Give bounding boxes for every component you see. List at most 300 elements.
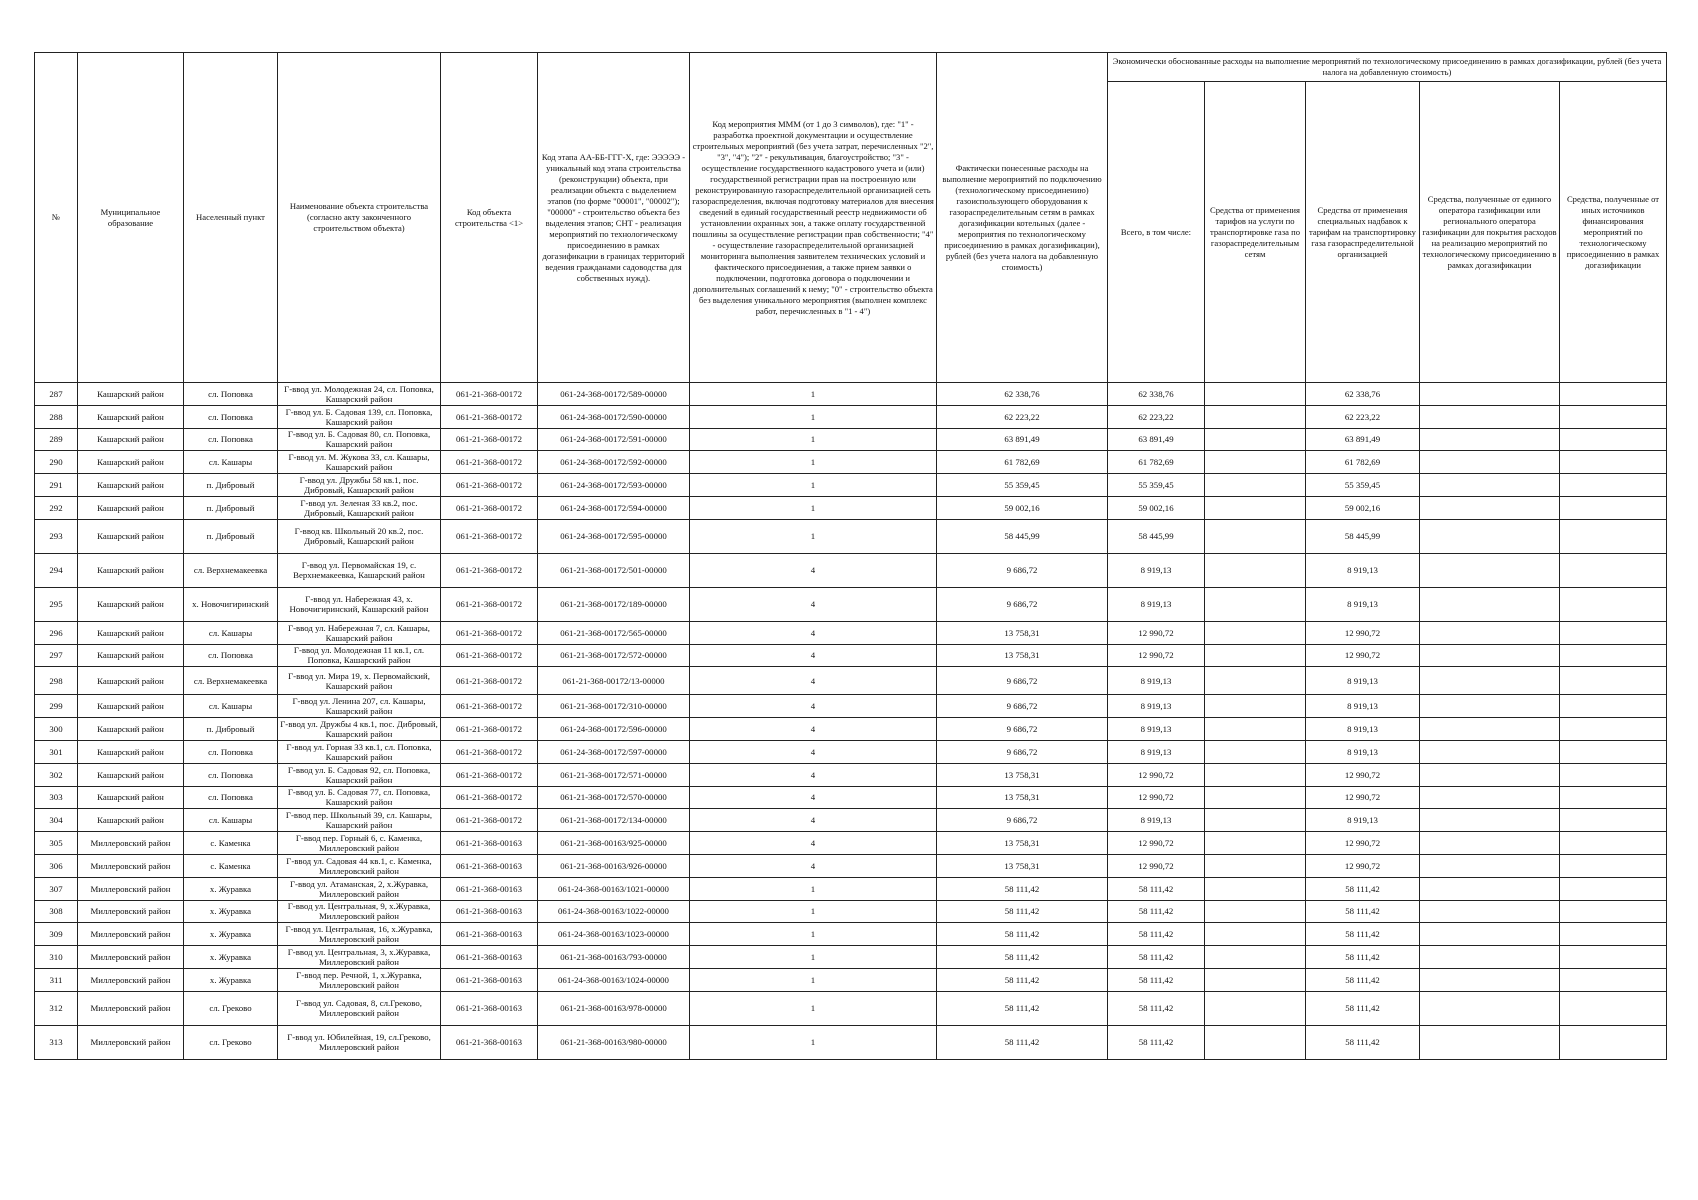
cell-tariff-services bbox=[1205, 519, 1306, 553]
cell-special-markups: 12 990,72 bbox=[1306, 644, 1420, 667]
cell-object-code: 061-21-368-00172 bbox=[441, 428, 538, 451]
cell-single-operator bbox=[1420, 496, 1560, 519]
table-row bbox=[35, 854, 1667, 877]
cell-object-name: Г-ввод ул. Набережная 43, х. Новочигиринский, Кашарский район bbox=[278, 587, 441, 621]
header-object-name: Наименование объекта строительства (согласно акту законченного строительством объекта) bbox=[278, 53, 441, 383]
cell-other-sources bbox=[1560, 553, 1667, 587]
cell-municipality: Кашарский район bbox=[78, 587, 184, 621]
cell-other-sources bbox=[1560, 587, 1667, 621]
table-row bbox=[35, 809, 1667, 832]
cell-object-name: Г-ввод ул. Горная 33 кв.1, сл. Поповка, Кашарский район bbox=[278, 740, 441, 763]
cell-single-operator bbox=[1420, 621, 1560, 644]
cell-stage-code: 061-24-368-00172/594-00000 bbox=[538, 496, 690, 519]
cell-municipality: Кашарский район bbox=[78, 809, 184, 832]
cell-settlement: п. Дибровый bbox=[184, 519, 278, 553]
cell-measure-code: 4 bbox=[690, 832, 937, 855]
cell-measure-code: 1 bbox=[690, 496, 937, 519]
cell-municipality: Кашарский район bbox=[78, 667, 184, 695]
cell-object-code: 061-21-368-00172 bbox=[441, 667, 538, 695]
cell-num: 298 bbox=[35, 667, 78, 695]
cell-object-name: Г-ввод ул. Атаманская, 2, х.Журавка, Миллеровский район bbox=[278, 877, 441, 900]
cell-municipality: Кашарский район bbox=[78, 519, 184, 553]
cell-single-operator bbox=[1420, 1025, 1560, 1059]
cell-object-code: 061-21-368-00172 bbox=[441, 621, 538, 644]
cell-stage-code: 061-21-368-00172/572-00000 bbox=[538, 644, 690, 667]
cell-measure-code: 1 bbox=[690, 877, 937, 900]
cell-total: 12 990,72 bbox=[1108, 854, 1205, 877]
cell-num: 294 bbox=[35, 553, 78, 587]
cell-special-markups: 8 919,13 bbox=[1306, 740, 1420, 763]
cell-object-name: Г-ввод ул. Б. Садовая 139, сл. Поповка, Кашарский район bbox=[278, 405, 441, 428]
cell-measure-code: 4 bbox=[690, 553, 937, 587]
cell-object-code: 061-21-368-00172 bbox=[441, 740, 538, 763]
cell-municipality: Миллеровский район bbox=[78, 923, 184, 946]
cell-stage-code: 061-21-368-00172/501-00000 bbox=[538, 553, 690, 587]
cell-actual-costs: 58 111,42 bbox=[937, 1025, 1108, 1059]
cell-actual-costs: 13 758,31 bbox=[937, 786, 1108, 809]
cell-object-name: Г-ввод кв. Школьный 20 кв.2, пос. Дибровый, Кашарский район bbox=[278, 519, 441, 553]
cell-actual-costs: 59 002,16 bbox=[937, 496, 1108, 519]
cell-other-sources bbox=[1560, 519, 1667, 553]
cell-single-operator bbox=[1420, 474, 1560, 497]
cell-other-sources bbox=[1560, 474, 1667, 497]
cell-municipality: Кашарский район bbox=[78, 644, 184, 667]
cell-object-name: Г-ввод ул. Дружбы 58 кв.1, пос. Дибровый, Кашарский район bbox=[278, 474, 441, 497]
cell-total: 58 111,42 bbox=[1108, 991, 1205, 1025]
cell-single-operator bbox=[1420, 451, 1560, 474]
cell-measure-code: 4 bbox=[690, 667, 937, 695]
cell-settlement: х. Журавка bbox=[184, 968, 278, 991]
cell-municipality: Кашарский район bbox=[78, 451, 184, 474]
cell-actual-costs: 58 111,42 bbox=[937, 900, 1108, 923]
cell-object-name: Г-ввод ул. Садовая 44 кв.1, с. Каменка, Миллеровский район bbox=[278, 854, 441, 877]
table-row bbox=[35, 519, 1667, 553]
cell-object-code: 061-21-368-00172 bbox=[441, 763, 538, 786]
cell-single-operator bbox=[1420, 695, 1560, 718]
cell-settlement: сл. Верхнемакеевка bbox=[184, 553, 278, 587]
cell-settlement: сл. Поповка bbox=[184, 428, 278, 451]
cell-tariff-services bbox=[1205, 451, 1306, 474]
cell-actual-costs: 61 782,69 bbox=[937, 451, 1108, 474]
cell-tariff-services bbox=[1205, 946, 1306, 969]
cell-total: 58 111,42 bbox=[1108, 923, 1205, 946]
cell-measure-code: 1 bbox=[690, 451, 937, 474]
cell-actual-costs: 9 686,72 bbox=[937, 695, 1108, 718]
cell-single-operator bbox=[1420, 519, 1560, 553]
cell-tariff-services bbox=[1205, 923, 1306, 946]
cell-measure-code: 1 bbox=[690, 968, 937, 991]
cell-measure-code: 4 bbox=[690, 621, 937, 644]
table-row bbox=[35, 644, 1667, 667]
cell-single-operator bbox=[1420, 587, 1560, 621]
cell-single-operator bbox=[1420, 991, 1560, 1025]
cell-stage-code: 061-24-368-00172/593-00000 bbox=[538, 474, 690, 497]
cell-actual-costs: 62 338,76 bbox=[937, 383, 1108, 406]
cell-measure-code: 4 bbox=[690, 740, 937, 763]
cell-stage-code: 061-21-368-00172/134-00000 bbox=[538, 809, 690, 832]
cell-municipality: Миллеровский район bbox=[78, 832, 184, 855]
cell-tariff-services bbox=[1205, 991, 1306, 1025]
cell-tariff-services bbox=[1205, 718, 1306, 741]
cell-total: 12 990,72 bbox=[1108, 621, 1205, 644]
cell-total: 8 919,13 bbox=[1108, 695, 1205, 718]
cell-settlement: п. Дибровый bbox=[184, 718, 278, 741]
cell-total: 58 111,42 bbox=[1108, 877, 1205, 900]
cell-object-code: 061-21-368-00172 bbox=[441, 553, 538, 587]
cell-settlement: п. Дибровый bbox=[184, 474, 278, 497]
cell-stage-code: 061-21-368-00163/925-00000 bbox=[538, 832, 690, 855]
cell-other-sources bbox=[1560, 854, 1667, 877]
cell-object-code: 061-21-368-00172 bbox=[441, 718, 538, 741]
cell-object-name: Г-ввод ул. М. Жукова 33, сл. Кашары, Кашарский район bbox=[278, 451, 441, 474]
cell-stage-code: 061-21-368-00172/310-00000 bbox=[538, 695, 690, 718]
cell-other-sources bbox=[1560, 496, 1667, 519]
cell-special-markups: 12 990,72 bbox=[1306, 786, 1420, 809]
cell-object-code: 061-21-368-00163 bbox=[441, 991, 538, 1025]
cell-measure-code: 4 bbox=[690, 718, 937, 741]
cell-special-markups: 58 111,42 bbox=[1306, 946, 1420, 969]
header-actual-costs: Фактически понесенные расходы на выполнение мероприятий по подключению (технологическому присоединению) газоиспользующего оборудования к газораспределительным сетям в рамках догазификации котельных (далее - мероприятия по технологическому присоединению в рамках догазификации), рублей (без учета налога на добавленную стоимость) bbox=[937, 53, 1108, 383]
cell-actual-costs: 13 758,31 bbox=[937, 763, 1108, 786]
cell-actual-costs: 62 223,22 bbox=[937, 405, 1108, 428]
header-group-economic-costs: Экономически обоснованные расходы на выполнение мероприятий по технологическому присоединению в рамках догазификации, рублей (без учета налога на добавленную стоимость) bbox=[1108, 53, 1667, 82]
cell-other-sources bbox=[1560, 877, 1667, 900]
header-total: Всего, в том числе: bbox=[1108, 82, 1205, 383]
cell-settlement: сл. Греково bbox=[184, 991, 278, 1025]
table-row bbox=[35, 451, 1667, 474]
header-tariff-services: Средства от применения тарифов на услуги по транспортировке газа по газораспределительным сетям bbox=[1205, 82, 1306, 383]
cell-tariff-services bbox=[1205, 809, 1306, 832]
cell-object-name: Г-ввод ул. Б. Садовая 92, сл. Поповка, Кашарский район bbox=[278, 763, 441, 786]
cell-municipality: Миллеровский район bbox=[78, 1025, 184, 1059]
cell-total: 58 111,42 bbox=[1108, 946, 1205, 969]
cell-single-operator bbox=[1420, 405, 1560, 428]
cell-other-sources bbox=[1560, 809, 1667, 832]
cell-other-sources bbox=[1560, 718, 1667, 741]
cell-settlement: сл. Поповка bbox=[184, 405, 278, 428]
cell-object-code: 061-21-368-00172 bbox=[441, 695, 538, 718]
table-row bbox=[35, 1025, 1667, 1059]
cell-stage-code: 061-21-368-00163/926-00000 bbox=[538, 854, 690, 877]
cell-num: 287 bbox=[35, 383, 78, 406]
cell-settlement: х. Журавка bbox=[184, 946, 278, 969]
cell-stage-code: 061-24-368-00163/1023-00000 bbox=[538, 923, 690, 946]
cell-stage-code: 061-21-368-00172/13-00000 bbox=[538, 667, 690, 695]
cell-measure-code: 1 bbox=[690, 946, 937, 969]
cell-object-code: 061-21-368-00172 bbox=[441, 451, 538, 474]
cell-actual-costs: 55 359,45 bbox=[937, 474, 1108, 497]
cell-special-markups: 8 919,13 bbox=[1306, 695, 1420, 718]
cell-municipality: Кашарский район bbox=[78, 428, 184, 451]
cell-num: 311 bbox=[35, 968, 78, 991]
table-row bbox=[35, 946, 1667, 969]
cell-measure-code: 1 bbox=[690, 900, 937, 923]
cell-actual-costs: 9 686,72 bbox=[937, 667, 1108, 695]
cell-other-sources bbox=[1560, 786, 1667, 809]
cell-actual-costs: 13 758,31 bbox=[937, 854, 1108, 877]
cell-municipality: Кашарский район bbox=[78, 763, 184, 786]
cell-stage-code: 061-24-368-00163/1021-00000 bbox=[538, 877, 690, 900]
cell-actual-costs: 58 445,99 bbox=[937, 519, 1108, 553]
cell-municipality: Кашарский район bbox=[78, 718, 184, 741]
cell-tariff-services bbox=[1205, 763, 1306, 786]
cell-object-name: Г-ввод ул. Юбилейная, 19, сл.Греково, Миллеровский район bbox=[278, 1025, 441, 1059]
cell-single-operator bbox=[1420, 900, 1560, 923]
cell-object-name: Г-ввод ул. Центральная, 16, х.Журавка, Миллеровский район bbox=[278, 923, 441, 946]
cell-num: 304 bbox=[35, 809, 78, 832]
cell-actual-costs: 58 111,42 bbox=[937, 923, 1108, 946]
cell-num: 302 bbox=[35, 763, 78, 786]
cell-actual-costs: 9 686,72 bbox=[937, 740, 1108, 763]
cell-stage-code: 061-24-368-00172/591-00000 bbox=[538, 428, 690, 451]
cell-single-operator bbox=[1420, 383, 1560, 406]
header-num: № bbox=[35, 53, 78, 383]
table-row bbox=[35, 695, 1667, 718]
cell-tariff-services bbox=[1205, 877, 1306, 900]
cell-object-code: 061-21-368-00163 bbox=[441, 1025, 538, 1059]
cell-single-operator bbox=[1420, 786, 1560, 809]
cell-special-markups: 12 990,72 bbox=[1306, 763, 1420, 786]
cell-other-sources bbox=[1560, 740, 1667, 763]
cell-tariff-services bbox=[1205, 1025, 1306, 1059]
cell-actual-costs: 63 891,49 bbox=[937, 428, 1108, 451]
cell-num: 289 bbox=[35, 428, 78, 451]
cell-actual-costs: 58 111,42 bbox=[937, 968, 1108, 991]
cell-municipality: Миллеровский район bbox=[78, 900, 184, 923]
cell-num: 305 bbox=[35, 832, 78, 855]
cell-object-name: Г-ввод пер. Школьный 39, сл. Кашары, Кашарский район bbox=[278, 809, 441, 832]
cell-num: 299 bbox=[35, 695, 78, 718]
cell-municipality: Кашарский район bbox=[78, 496, 184, 519]
cell-object-name: Г-ввод пер. Горный 6, с. Каменка, Миллеровский район bbox=[278, 832, 441, 855]
cell-other-sources bbox=[1560, 621, 1667, 644]
cell-object-name: Г-ввод ул. Дружбы 4 кв.1, пос. Дибровый, Кашарский район bbox=[278, 718, 441, 741]
cell-total: 8 919,13 bbox=[1108, 587, 1205, 621]
cell-object-code: 061-21-368-00163 bbox=[441, 946, 538, 969]
cell-object-code: 061-21-368-00172 bbox=[441, 496, 538, 519]
cell-stage-code: 061-21-368-00163/793-00000 bbox=[538, 946, 690, 969]
cell-settlement: сл. Кашары bbox=[184, 809, 278, 832]
cell-settlement: сл. Греково bbox=[184, 1025, 278, 1059]
cell-total: 61 782,69 bbox=[1108, 451, 1205, 474]
cell-stage-code: 061-24-368-00172/596-00000 bbox=[538, 718, 690, 741]
cell-object-code: 061-21-368-00172 bbox=[441, 809, 538, 832]
table-row bbox=[35, 763, 1667, 786]
cell-special-markups: 58 111,42 bbox=[1306, 968, 1420, 991]
cell-actual-costs: 13 758,31 bbox=[937, 644, 1108, 667]
cell-object-name: Г-ввод ул. Молодежная 24, сл. Поповка, Кашарский район bbox=[278, 383, 441, 406]
cell-total: 12 990,72 bbox=[1108, 644, 1205, 667]
cell-tariff-services bbox=[1205, 553, 1306, 587]
cell-tariff-services bbox=[1205, 667, 1306, 695]
cell-total: 62 338,76 bbox=[1108, 383, 1205, 406]
cell-special-markups: 8 919,13 bbox=[1306, 809, 1420, 832]
cell-other-sources bbox=[1560, 900, 1667, 923]
cell-num: 292 bbox=[35, 496, 78, 519]
cell-settlement: сл. Поповка bbox=[184, 644, 278, 667]
cell-actual-costs: 9 686,72 bbox=[937, 587, 1108, 621]
cell-settlement: х. Журавка bbox=[184, 923, 278, 946]
cell-tariff-services bbox=[1205, 405, 1306, 428]
cell-actual-costs: 58 111,42 bbox=[937, 877, 1108, 900]
cell-num: 310 bbox=[35, 946, 78, 969]
cell-stage-code: 061-21-368-00172/570-00000 bbox=[538, 786, 690, 809]
cell-measure-code: 4 bbox=[690, 587, 937, 621]
cell-tariff-services bbox=[1205, 832, 1306, 855]
table-row bbox=[35, 740, 1667, 763]
cell-municipality: Кашарский район bbox=[78, 405, 184, 428]
cell-num: 308 bbox=[35, 900, 78, 923]
cell-object-code: 061-21-368-00172 bbox=[441, 786, 538, 809]
cell-object-name: Г-ввод ул. Набережная 7, сл. Кашары, Кашарский район bbox=[278, 621, 441, 644]
cell-tariff-services bbox=[1205, 854, 1306, 877]
cell-stage-code: 061-21-368-00172/189-00000 bbox=[538, 587, 690, 621]
cell-stage-code: 061-21-368-00163/980-00000 bbox=[538, 1025, 690, 1059]
header-municipality: Муниципальное образование bbox=[78, 53, 184, 383]
cell-special-markups: 58 111,42 bbox=[1306, 900, 1420, 923]
cell-object-name: Г-ввод ул. Молодежная 11 кв.1, сл. Поповка, Кашарский район bbox=[278, 644, 441, 667]
cell-stage-code: 061-21-368-00172/571-00000 bbox=[538, 763, 690, 786]
cell-municipality: Миллеровский район bbox=[78, 877, 184, 900]
header-measure-code: Код мероприятия МММ (от 1 до 3 символов), где: "1" - разработка проектной документации и осуществление строительных мероприятий (без учета затрат, перечисленных "2", "3", "4"); "2" - рекультивация, благоустройство; "3" - осуществление государственного кадастрового учета и (или) государственной регистрации прав на построенную или реконструированную газораспределительной организацией сеть газораспределения, включая подготовку материалов для внесения сведений в единый государственный реестр недвижимости об установлении охранных зон, а также оплату государственной пошлины за осуществление регистрации прав собственности; "4" - осуществление газораспределительной организацией мониторинга выполнения заявителем технических условий и фактического присоединения, а также прием заявки о подключении, подготовка договора о подключении и дополнительных соглашений к нему; "0" - строительство объекта без выделения уникального мероприятия (выполнен комплекс работ, перечисленных в "1 - 4") bbox=[690, 53, 937, 383]
cell-total: 8 919,13 bbox=[1108, 740, 1205, 763]
cell-other-sources bbox=[1560, 667, 1667, 695]
cell-num: 293 bbox=[35, 519, 78, 553]
cell-object-name: Г-ввод ул. Б. Садовая 80, сл. Поповка, Кашарский район bbox=[278, 428, 441, 451]
cell-single-operator bbox=[1420, 968, 1560, 991]
cell-special-markups: 8 919,13 bbox=[1306, 718, 1420, 741]
cell-object-code: 061-21-368-00172 bbox=[441, 405, 538, 428]
cell-single-operator bbox=[1420, 667, 1560, 695]
cell-total: 63 891,49 bbox=[1108, 428, 1205, 451]
cell-measure-code: 4 bbox=[690, 695, 937, 718]
cell-num: 290 bbox=[35, 451, 78, 474]
cell-other-sources bbox=[1560, 991, 1667, 1025]
cell-total: 62 223,22 bbox=[1108, 405, 1205, 428]
cell-single-operator bbox=[1420, 763, 1560, 786]
cell-total: 12 990,72 bbox=[1108, 832, 1205, 855]
header-settlement: Населенный пункт bbox=[184, 53, 278, 383]
table-row bbox=[35, 621, 1667, 644]
cell-measure-code: 4 bbox=[690, 854, 937, 877]
cell-total: 58 111,42 bbox=[1108, 968, 1205, 991]
cell-total: 58 111,42 bbox=[1108, 900, 1205, 923]
cell-settlement: сл. Поповка bbox=[184, 786, 278, 809]
cell-settlement: сл. Верхнемакеевка bbox=[184, 667, 278, 695]
cell-single-operator bbox=[1420, 877, 1560, 900]
cell-special-markups: 61 782,69 bbox=[1306, 451, 1420, 474]
cell-other-sources bbox=[1560, 428, 1667, 451]
cell-tariff-services bbox=[1205, 740, 1306, 763]
cell-object-code: 061-21-368-00172 bbox=[441, 519, 538, 553]
cell-total: 58 111,42 bbox=[1108, 1025, 1205, 1059]
cell-actual-costs: 13 758,31 bbox=[937, 621, 1108, 644]
cell-object-name: Г-ввод ул. Ленина 207, сл. Кашары, Кашарский район bbox=[278, 695, 441, 718]
header-stage-code: Код этапа АА-ББ-ГГГ-Х, где: ЭЭЭЭЭ - уникальный код этапа строительства (реконструкции) объекта, при реализации объекта с выделением этапов (по форме "00001", "00002"); "00000" - строительство объекта без выделения этапов; СНТ - реализация мероприятий по технологическому присоединению в рамках догазификации в границах территорий ведения гражданами садоводства для собственных нужд). bbox=[538, 53, 690, 383]
cell-stage-code: 061-21-368-00172/565-00000 bbox=[538, 621, 690, 644]
cell-num: 300 bbox=[35, 718, 78, 741]
cell-object-code: 061-21-368-00163 bbox=[441, 923, 538, 946]
cell-other-sources bbox=[1560, 763, 1667, 786]
cell-municipality: Кашарский район bbox=[78, 553, 184, 587]
cell-num: 288 bbox=[35, 405, 78, 428]
cell-special-markups: 62 338,76 bbox=[1306, 383, 1420, 406]
cell-single-operator bbox=[1420, 946, 1560, 969]
cell-special-markups: 58 111,42 bbox=[1306, 923, 1420, 946]
table-row bbox=[35, 667, 1667, 695]
table-row bbox=[35, 900, 1667, 923]
cell-measure-code: 4 bbox=[690, 644, 937, 667]
cell-object-code: 061-21-368-00172 bbox=[441, 474, 538, 497]
cell-tariff-services bbox=[1205, 587, 1306, 621]
cell-object-name: Г-ввод ул. Первомайская 19, с. Верхнемакеевка, Кашарский район bbox=[278, 553, 441, 587]
table-row bbox=[35, 474, 1667, 497]
cell-object-name: Г-ввод пер. Речной, 1, х.Журавка, Миллеровский район bbox=[278, 968, 441, 991]
cell-measure-code: 1 bbox=[690, 428, 937, 451]
cell-other-sources bbox=[1560, 923, 1667, 946]
cell-special-markups: 58 111,42 bbox=[1306, 877, 1420, 900]
cell-tariff-services bbox=[1205, 900, 1306, 923]
cell-other-sources bbox=[1560, 644, 1667, 667]
table-row bbox=[35, 923, 1667, 946]
cell-special-markups: 62 223,22 bbox=[1306, 405, 1420, 428]
header-other-sources: Средства, полученные от иных источников финансирования мероприятий по технологическому присоединению в рамках догазификации bbox=[1560, 82, 1667, 383]
cell-settlement: х. Новочигиринский bbox=[184, 587, 278, 621]
cell-object-code: 061-21-368-00172 bbox=[441, 383, 538, 406]
cell-single-operator bbox=[1420, 809, 1560, 832]
table-row bbox=[35, 496, 1667, 519]
cell-special-markups: 63 891,49 bbox=[1306, 428, 1420, 451]
cell-total: 8 919,13 bbox=[1108, 667, 1205, 695]
cell-stage-code: 061-24-368-00172/597-00000 bbox=[538, 740, 690, 763]
cell-other-sources bbox=[1560, 383, 1667, 406]
cell-settlement: сл. Поповка bbox=[184, 763, 278, 786]
cell-municipality: Кашарский район bbox=[78, 474, 184, 497]
cell-stage-code: 061-21-368-00163/978-00000 bbox=[538, 991, 690, 1025]
cell-municipality: Миллеровский район bbox=[78, 968, 184, 991]
cell-object-code: 061-21-368-00163 bbox=[441, 854, 538, 877]
cell-special-markups: 12 990,72 bbox=[1306, 854, 1420, 877]
cell-actual-costs: 58 111,42 bbox=[937, 946, 1108, 969]
cell-single-operator bbox=[1420, 644, 1560, 667]
cell-total: 8 919,13 bbox=[1108, 553, 1205, 587]
cell-measure-code: 1 bbox=[690, 405, 937, 428]
cell-total: 12 990,72 bbox=[1108, 786, 1205, 809]
cell-num: 303 bbox=[35, 786, 78, 809]
cell-total: 55 359,45 bbox=[1108, 474, 1205, 497]
table-row bbox=[35, 428, 1667, 451]
cell-settlement: сл. Кашары bbox=[184, 451, 278, 474]
cell-object-name: Г-ввод ул. Зеленая 33 кв.2, пос. Дибровый, Кашарский район bbox=[278, 496, 441, 519]
cell-settlement: сл. Кашары bbox=[184, 695, 278, 718]
cell-object-code: 061-21-368-00172 bbox=[441, 644, 538, 667]
cell-stage-code: 061-24-368-00163/1022-00000 bbox=[538, 900, 690, 923]
cell-special-markups: 12 990,72 bbox=[1306, 621, 1420, 644]
cost-table bbox=[34, 52, 1667, 1060]
cell-single-operator bbox=[1420, 718, 1560, 741]
cell-settlement: с. Каменка bbox=[184, 832, 278, 855]
table-row bbox=[35, 968, 1667, 991]
cell-municipality: Миллеровский район bbox=[78, 854, 184, 877]
cell-actual-costs: 13 758,31 bbox=[937, 832, 1108, 855]
cell-num: 306 bbox=[35, 854, 78, 877]
cell-special-markups: 8 919,13 bbox=[1306, 553, 1420, 587]
table-row bbox=[35, 405, 1667, 428]
table-row bbox=[35, 587, 1667, 621]
cell-settlement: сл. Поповка bbox=[184, 740, 278, 763]
cell-other-sources bbox=[1560, 946, 1667, 969]
cell-tariff-services bbox=[1205, 383, 1306, 406]
